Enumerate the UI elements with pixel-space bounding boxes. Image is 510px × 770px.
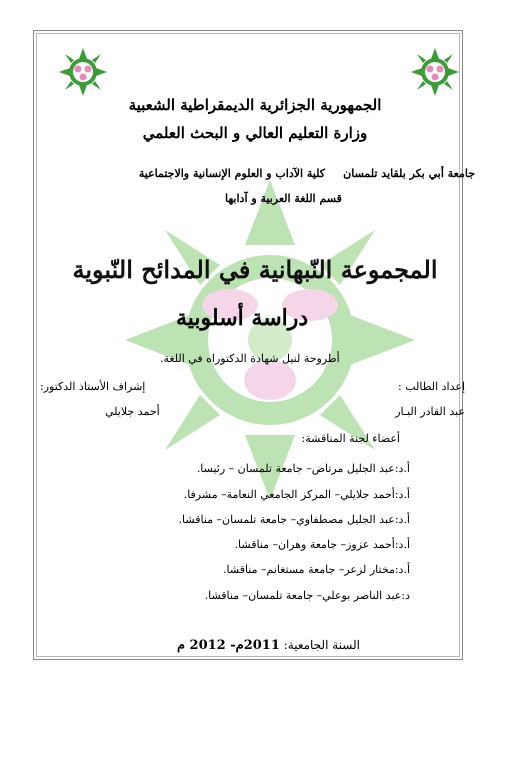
thesis-subtitle: دراسة أسلوبية xyxy=(176,305,309,331)
committee-member: أ.د:عبد الجليل مصطفاوي– جامعة تلمسان– مناقشا. xyxy=(178,513,410,526)
thesis-purpose: أطروحة لنيل شهادة الدكتوراه في اللغة. xyxy=(160,352,340,365)
supervisor-label: إشراف الأستاذ الدكتور: xyxy=(40,380,146,393)
ministry-name: وزارة التعليم العالي و البحث العلمي xyxy=(142,124,368,142)
student-name: عبد القادر البـار xyxy=(395,405,465,418)
student-label: إعداد الطالب : xyxy=(398,380,465,393)
academic-year-value: 2011م- 2012 م xyxy=(176,638,280,653)
university-emblem-icon xyxy=(410,47,460,97)
committee-heading: أعضاء لجنة المناقشة: xyxy=(301,432,400,445)
department-name: قسم اللغة العربية و آدابها xyxy=(225,192,342,205)
committee-member: أ.د:مختار لزعر– جامعة مستغانم– مناقشا. xyxy=(223,563,410,576)
university-name: جامعة أبي بكر بلقايد تلمسان xyxy=(343,167,475,180)
committee-member: د:عبد الناصر بوعلي– جامعة تلمسان– مناقشا. xyxy=(204,589,410,602)
supervisor-name: أحمد جلايلي xyxy=(105,405,160,418)
committee-member: أ.د:عبد الجليل مرتاض– جامعة تلمسان – رئيسا. xyxy=(196,462,410,475)
academic-year-label: السنة الجامعية: xyxy=(283,638,360,652)
faculty-name: كلية الآداب و العلوم الإنسانية والاجتماعية xyxy=(138,167,325,180)
university-emblem-watermark xyxy=(120,175,420,505)
academic-year xyxy=(177,638,360,653)
republic-name: الجمهورية الجزائرية الديمقراطية الشعبية xyxy=(128,96,382,114)
thesis-title: المجموعة النّبهانية في المدائح النّبوية xyxy=(72,255,438,284)
university-emblem-icon xyxy=(58,47,108,97)
committee-member: أ.د:أحمد جلايلي– المركز الجامعي النعامة– مشرفا. xyxy=(183,488,410,501)
committee-member: أ.د:أحمد عزوز– جامعة وهران– مناقشا. xyxy=(234,538,410,551)
